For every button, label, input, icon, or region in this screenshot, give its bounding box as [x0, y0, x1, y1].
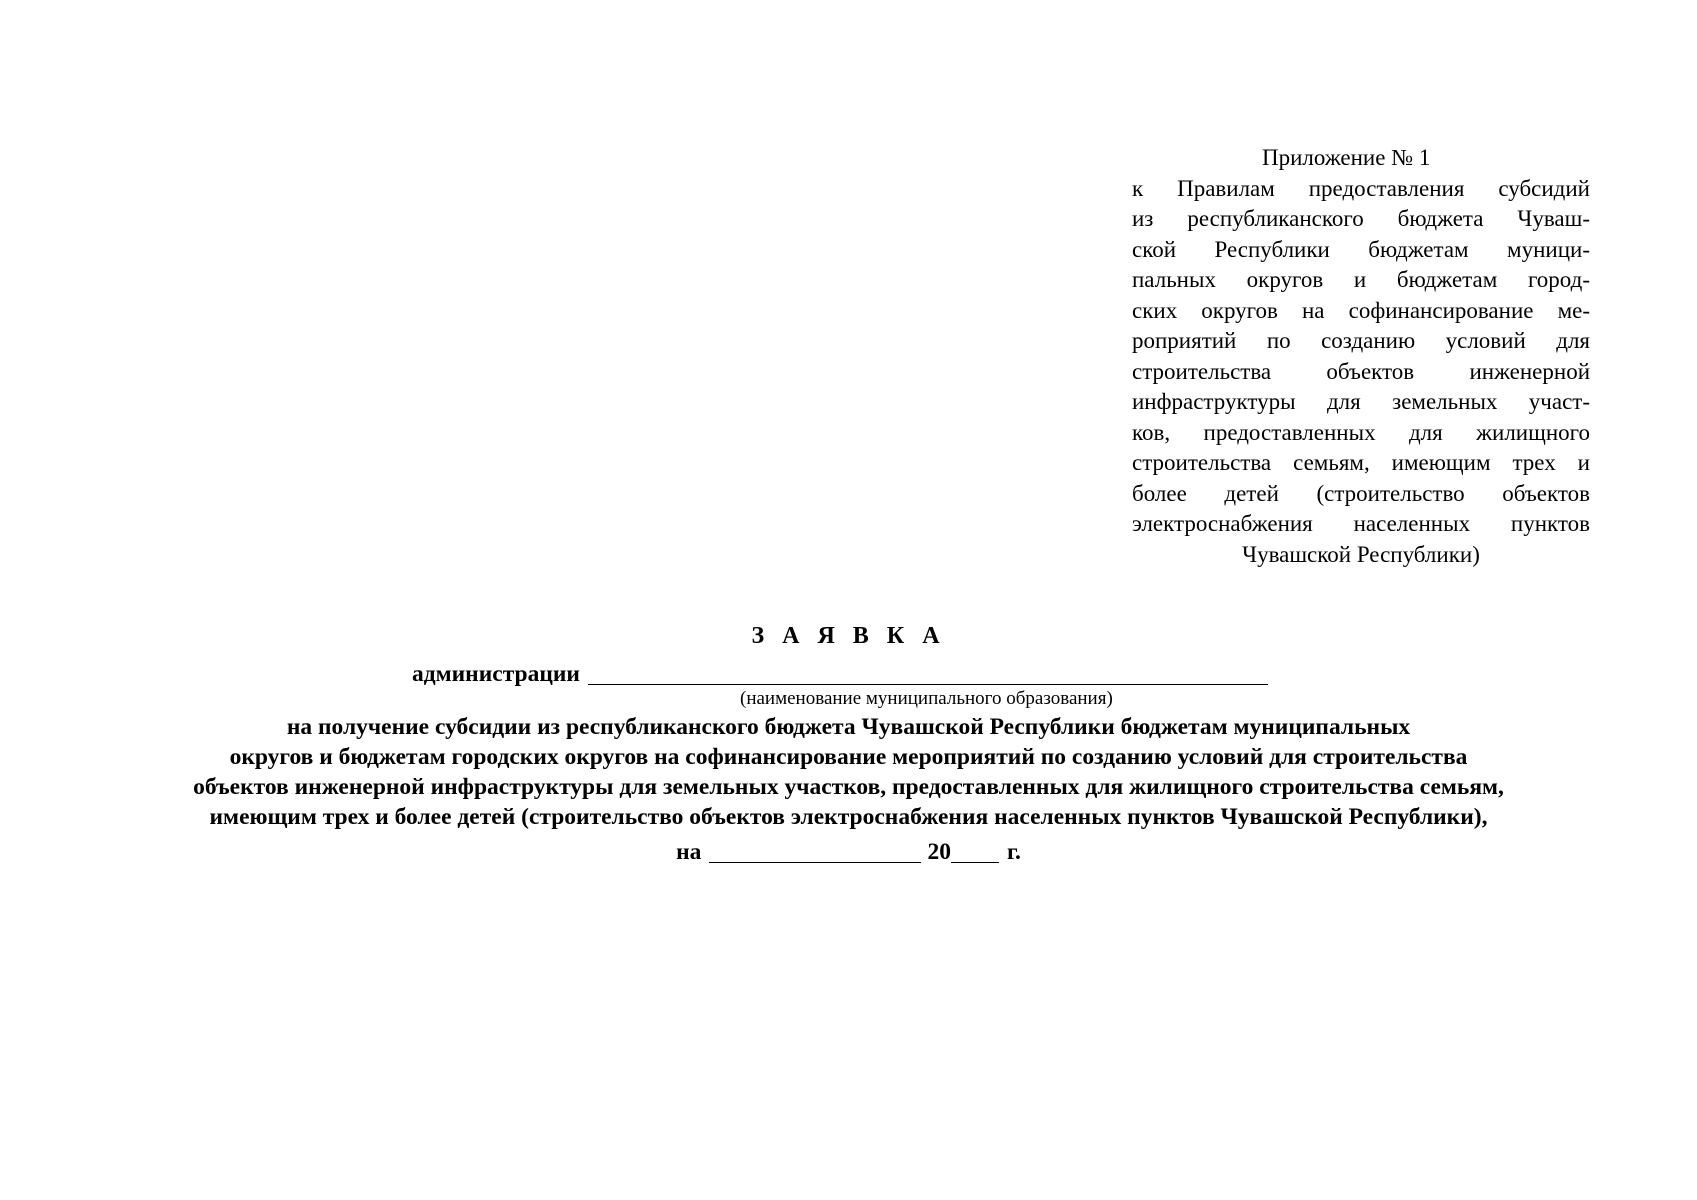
municipality-caption: (наименование муниципального образования) — [740, 688, 1113, 709]
purpose-line: объектов инженерной инфраструктуры для земельных участков, предоставленных для жилищного строительства семьям, — [193, 774, 1504, 800]
purpose-line: имеющим трех и более детей (строительство объектов электроснабжения населенных пунктов Чувашской Республики), — [209, 804, 1488, 830]
year-suffix: г. — [1006, 839, 1021, 865]
appendix-title: Приложение № 1 — [1262, 145, 1431, 170]
appendix-line: строительства объектов инженерной — [1132, 358, 1590, 384]
appendix-text — [1132, 174, 1590, 571]
appendix-line: Чувашской Республики) — [1242, 541, 1480, 567]
year-field[interactable] — [951, 838, 999, 863]
appendix-line: к Правилам предоставления субсидий — [1132, 175, 1590, 201]
appendix-line: ской Республики бюджетам муници- — [1132, 236, 1590, 262]
admin-row — [412, 656, 1268, 688]
appendix-line: из республиканского бюджета Чуваш- — [1132, 206, 1590, 231]
period-row — [0, 834, 1697, 866]
appendix-line: роприятий по созданию условий для — [1132, 328, 1590, 353]
purpose-line: на получение субсидии из республиканского бюджета Чувашской Республики бюджетам муниципальных — [286, 714, 1411, 740]
appendix-line: ков, предоставленных для жилищного — [1132, 419, 1590, 445]
period-prefix: на — [676, 839, 702, 865]
appendix-line: строительства семьям, имеющим трех и — [1132, 450, 1590, 475]
purpose-line: округов и бюджетам городских округов на софинансирование мероприятий по созданию условий для строительства — [229, 744, 1468, 770]
application-purpose — [0, 712, 1697, 832]
appendix-line: инфраструктуры для земельных участ- — [1132, 389, 1590, 414]
appendix-block — [1132, 143, 1590, 570]
period-field[interactable] — [709, 838, 921, 863]
municipality-name-field[interactable] — [588, 660, 1268, 685]
appendix-line: пальных округов и бюджетам город- — [1132, 267, 1590, 292]
appendix-line: более детей (строительство объектов — [1132, 480, 1590, 506]
appendix-line: ских округов на софинансирование ме- — [1132, 297, 1590, 323]
year-prefix: 20 — [927, 839, 951, 865]
appendix-line: электроснабжения населенных пунктов — [1132, 511, 1590, 536]
admin-label: администрации — [412, 661, 580, 687]
application-heading: З А Я В К А — [751, 623, 946, 649]
